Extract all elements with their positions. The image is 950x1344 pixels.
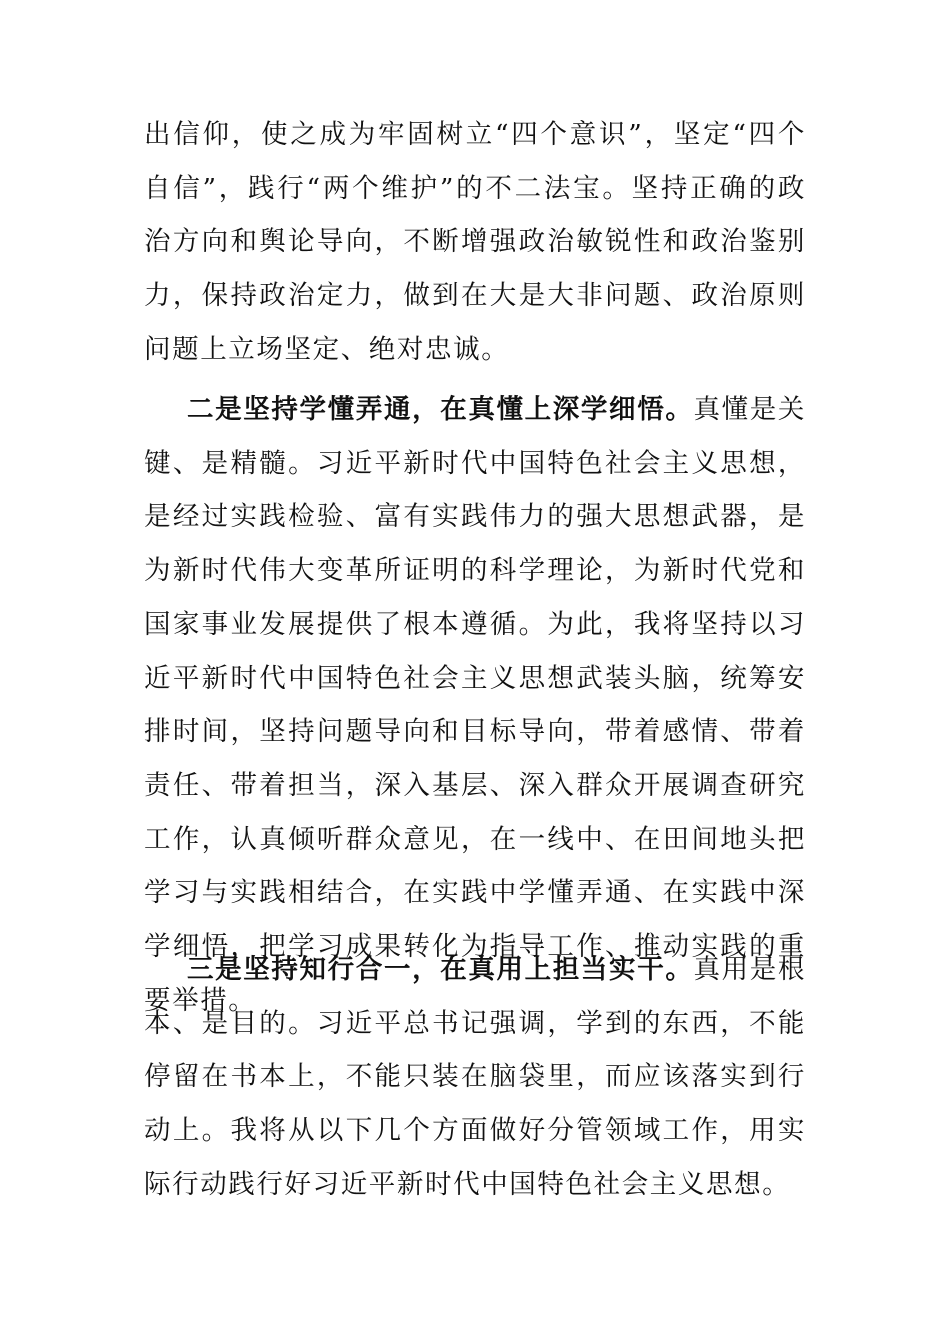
paragraph-body: 出信仰，使之成为牢固树立“四个意识”，坚定“四个自信”，践行“两个维护”的不二法宝。坚持正确的政治方向和舆论导向，不断增强政治敏锐性和政治鉴别力，保持政治定力，做到在大是大非问题、政治原则问题上立场坚定、绝对忠诚。 xyxy=(144,119,806,365)
section-three-heading: 三是坚持知行合一，在真用上担当实干。 xyxy=(187,954,694,985)
paragraph-continuation xyxy=(144,108,806,377)
paragraph-body: 真懂是关键、是精髓。习近平新时代中国特色社会主义思想，是经过实践检验、富有实践伟力的强大思想武器，是为新时代伟大变革所证明的科学理论，为新时代党和国家事业发展提供了根本遵循。为此，我将坚持以习近平新时代中国特色社会主义思想武装头脑，统筹安排时间，坚持问题导向和目标导向，带着感情、带着责任、带着担当，深入基层、深入群众开展调查研究工作，认真倾听群众意见，在一线中、在田间地头把学习与实践相结合，在实践中学懂弄通、在实践中深学细悟，把学习成果转化为指导工作、推动实践的重要举措。 xyxy=(144,394,806,1016)
paragraph-body: 真用是根本、是目的。习近平总书记强调，学到的东西，不能停留在书本上，不能只装在脑袋里，而应该落实到行动上。我将从以下几个方面做好分管领域工作，用实际行动践行好习近平新时代中国特色社会主义思想。 xyxy=(144,954,806,1200)
paragraph-section-three xyxy=(144,943,806,1212)
section-two-heading: 二是坚持学懂弄通，在真懂上深学细悟。 xyxy=(187,394,694,425)
paragraph-section-two xyxy=(144,383,806,1027)
